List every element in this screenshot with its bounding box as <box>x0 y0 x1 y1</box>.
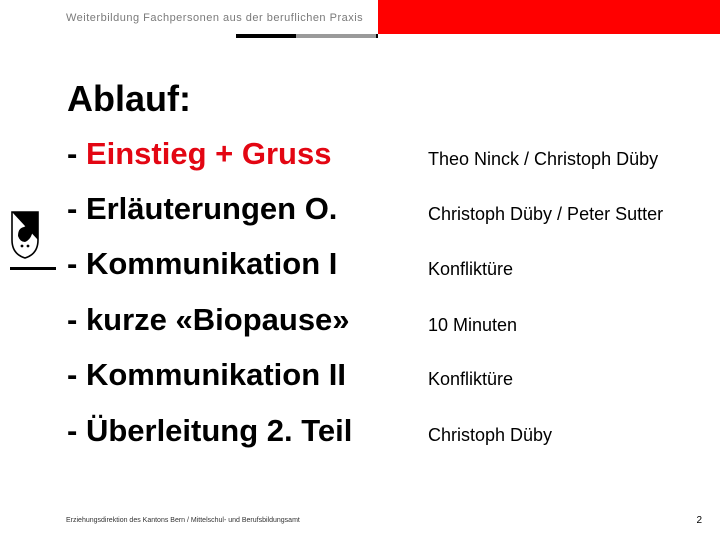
agenda-item-prefix: - <box>67 357 86 392</box>
agenda-item-ueberleitung <box>67 413 352 449</box>
agenda-item-kommunikation-2 <box>67 357 346 393</box>
agenda-item-einstieg <box>67 136 331 172</box>
agenda-item-label: Erläuterungen O. <box>85 191 338 226</box>
presenter-kommunikation-2: Konfliktüre <box>428 369 514 389</box>
agenda-item-label: Kommunikation II <box>85 357 347 392</box>
agenda-item-erlaeuterungen <box>67 191 337 227</box>
agenda-item-kommunikation-1 <box>67 246 337 282</box>
agenda-item-biopause <box>67 302 350 338</box>
presenter-biopause: 10 Minuten <box>428 315 518 335</box>
presenter-ueberleitung: Christoph Düby <box>428 425 553 445</box>
agenda-item-label: Einstieg + Gruss <box>85 136 332 171</box>
header-rule-black <box>236 34 296 38</box>
agenda-item-prefix: - <box>67 302 86 337</box>
agenda-item-prefix: - <box>67 246 86 281</box>
page-number: 2 <box>696 515 702 526</box>
agenda-item-label: kurze «Biopause» <box>85 302 350 337</box>
slide-title: Ablauf: <box>67 78 191 119</box>
agenda-item-prefix: - <box>67 413 86 448</box>
agenda-item-prefix: - <box>67 191 86 226</box>
crest-underline <box>10 267 56 270</box>
bern-bear-crest-icon <box>10 210 40 260</box>
agenda-item-label: Kommunikation I <box>85 246 338 281</box>
header-text: Weiterbildung Fachpersonen aus der beruflichen Praxis <box>66 12 364 24</box>
agenda-item-label: Überleitung 2. Teil <box>85 413 353 448</box>
presenter-erlaeuterungen: Christoph Düby / Peter Sutter <box>428 204 664 224</box>
header-rule-gray <box>296 34 376 38</box>
presenter-einstieg: Theo Ninck / Christoph Düby <box>428 149 659 169</box>
header-red-block <box>378 0 720 34</box>
header-rule-divider <box>376 34 378 38</box>
agenda-item-prefix: - <box>67 136 86 171</box>
presenter-kommunikation-1: Konfliktüre <box>428 259 514 279</box>
footer-text: Erziehungsdirektion des Kantons Bern / Mittelschul- und Berufsbildungsamt <box>66 517 300 524</box>
